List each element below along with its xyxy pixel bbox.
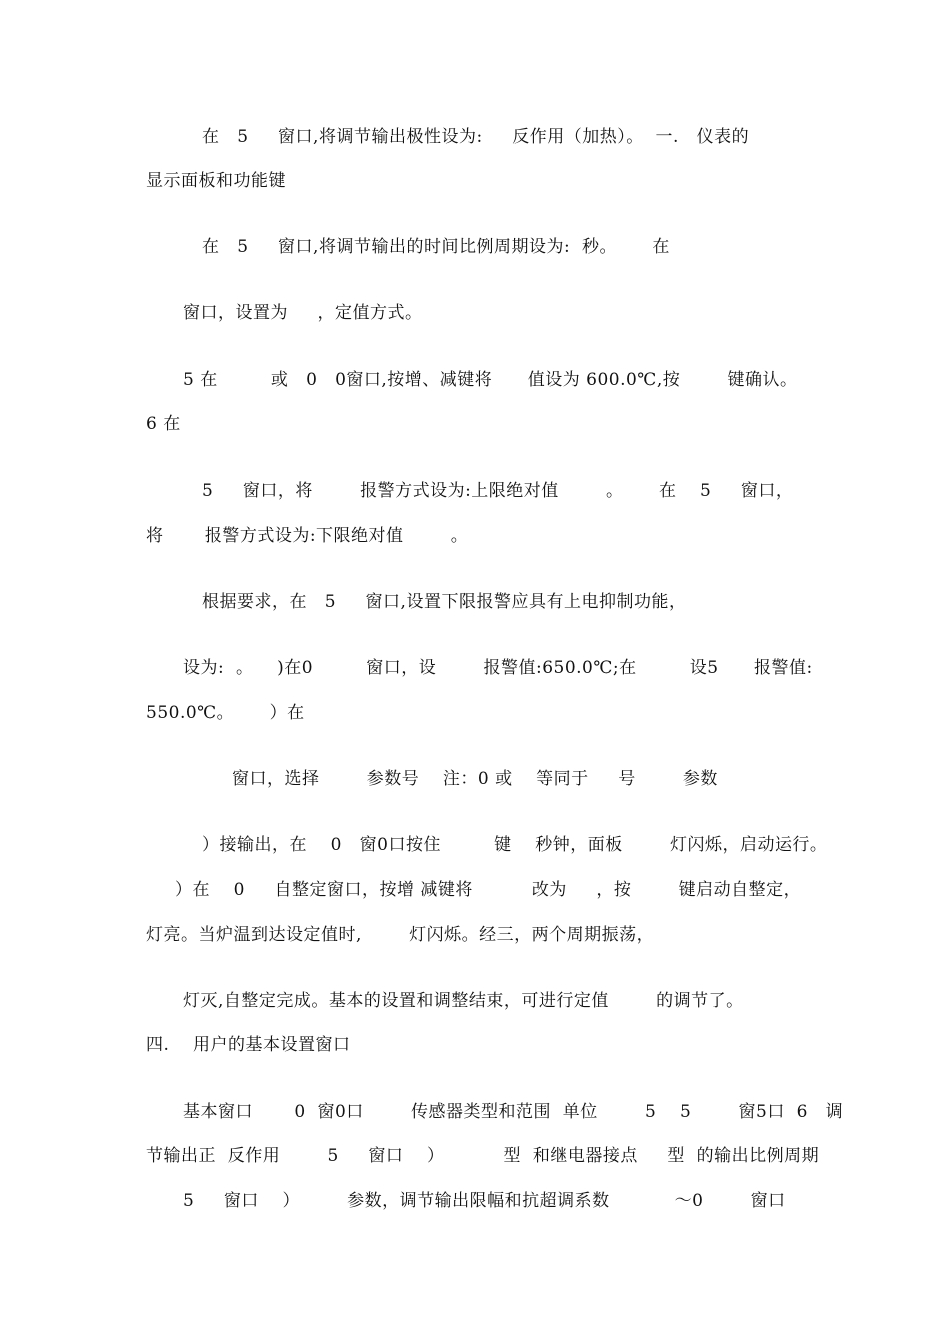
section-heading: 四. 用户的基本设置窗口 [146,1035,351,1055]
text-line: 设为: 。 )在0 窗口，设 报警值:650.0℃;在 设5 报警值: [183,658,813,678]
text-line: 灯灭,自整定完成。基本的设置和调整结束，可进行定值 的调节了。 [183,991,744,1011]
text-line: 灯亮。当炉温到达设定值时, 灯闪烁。经三，两个周期振荡， [146,925,655,945]
text-line: ）接输出，在 0 窗0口按住 键 秒钟，面板 灯闪烁，启动运行。 [202,835,828,855]
text-line: 根据要求，在 5 窗口,设置下限报警应具有上电抑制功能， [202,592,687,612]
text-line: 基本窗口 0 窗0口 传感器类型和范围 单位 5 5 窗5口 6 调 [183,1102,844,1122]
text-line: 5 窗口 ） 参数，调节输出限幅和抗超调系数 ～0 窗口 [183,1191,786,1211]
text-line: 5 在 或 0 0窗口,按增、减键将 值设为 600.0℃,按 键确认。 [183,370,798,390]
text-line: 窗口，设置为 ，定值方式。 [183,303,423,323]
text-line: 6 在 [146,414,181,434]
text-line: 将 报警方式设为:下限绝对值 。 [146,526,469,546]
text-line: 在 5 窗口,将调节输出的时间比例周期设为: 秒。 在 [202,237,670,257]
text-line: 窗口，选择 参数号 注：0 或 等同于 号 参数 [232,769,718,789]
text-line: 550.0℃。 ）在 [146,703,305,723]
text-line: 节输出正 反作用 5 窗口 ） 型 和继电器接点 型 的输出比例周期 [146,1146,820,1166]
text-line: 在 5 窗口,将调节输出极性设为: 反作用（加热）。 一. 仪表的 [202,127,750,147]
text-line: 显示面板和功能键 [146,171,286,191]
text-line: 5 窗口，将 报警方式设为:上限绝对值 。 在 5 窗口， [202,481,794,501]
text-line: ）在 0 自整定窗口，按增 减键将 改为 ，按 键启动自整定， [175,880,802,900]
